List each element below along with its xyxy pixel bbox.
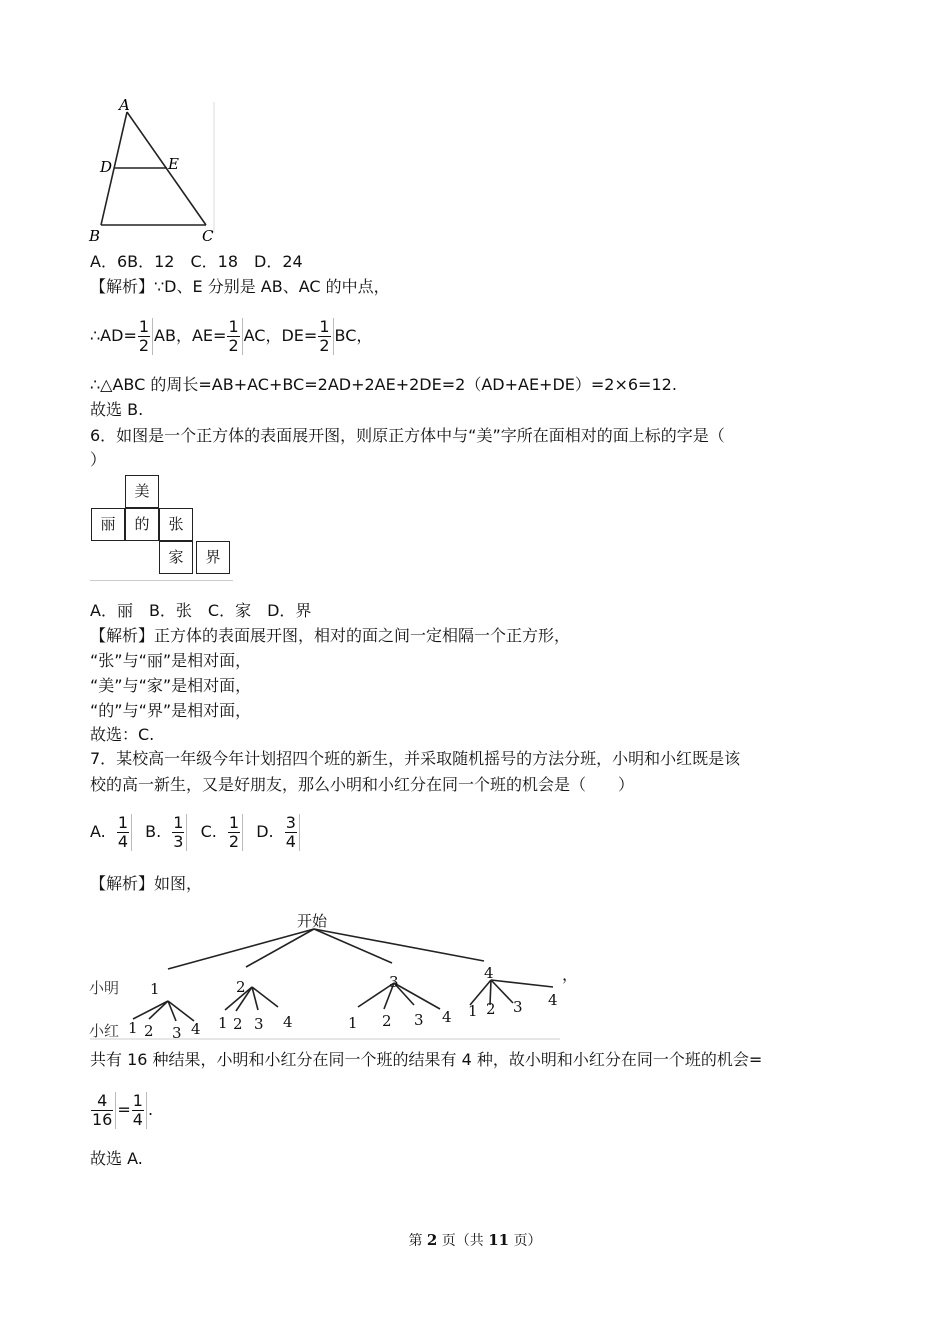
q6-options: A．丽 B．张 C．家 D．界	[90, 601, 312, 620]
q5-perimeter-calc: ∴△ABC 的周长=AB+AC+BC=2AD+2AE+2DE=2（AD+AE+DE）=2×6=12.	[90, 375, 677, 394]
q5-options: A．6B．12 C．18 D．24	[90, 252, 303, 271]
tree-leaf: 4	[548, 991, 558, 1009]
tree-leaf: 3	[513, 998, 523, 1016]
net-cell-li: 丽	[91, 508, 125, 541]
fraction: $\frac{1}{3}$	[172, 814, 187, 851]
tree-leaf: 4	[283, 1013, 293, 1031]
q7-probability-calc: $\frac{4}{16}$ = $\frac{1}{4}$ .	[92, 1091, 154, 1129]
q5-midpoint-relations: ∴AD= $\frac{1}{2}$ AB，AE= $\frac{1}{2}$ AC，DE= $\frac{1}{2}$ BC，	[90, 317, 373, 355]
net-cell-de: 的	[125, 508, 159, 541]
label-e: E	[168, 155, 179, 173]
tree-node: 4	[484, 964, 494, 982]
tree-leaf: 2	[144, 1022, 154, 1040]
q6-analysis: 【解析】正方体的表面展开图，相对的面之间一定相隔一个正方形，	[90, 626, 571, 645]
tree-start-label: 开始	[297, 912, 328, 930]
tree-leaf: 1	[468, 1002, 478, 1020]
fraction: $\frac{4}{16}$	[91, 1092, 116, 1129]
net-cell-jia: 家	[159, 541, 193, 574]
figure-baseline	[90, 580, 233, 581]
q6-question-line2: ）	[90, 450, 107, 469]
fraction: $\frac{1}{4}$	[132, 1092, 147, 1129]
tree-leaf: 1	[348, 1014, 358, 1032]
net-cell-zhang: 张	[159, 508, 193, 541]
q7-question-line2: 校的高一新生，又是好朋友，那么小明和小红分在同一个班的机会是（ ）	[90, 775, 635, 794]
q7-result: 共有 16 种结果，小明和小红分在同一个班的结果有 4 种，故小明和小红分在同一个班的机会=	[90, 1050, 763, 1069]
page-number: 2	[426, 1231, 438, 1249]
tree-node: 3	[389, 973, 399, 991]
label-d: D	[100, 158, 113, 176]
tree-leaf: 2	[233, 1015, 243, 1033]
net-cell-mei: 美	[125, 475, 159, 508]
label-c: C	[202, 227, 214, 245]
tree-leaf: 3	[172, 1024, 182, 1042]
q6-question-line1: 6．如图是一个正方体的表面展开图，则原正方体中与“美”字所在面相对的面上标的字是（	[90, 426, 725, 445]
q5-analysis: 【解析】∵D、E 分别是 AB、AC 的中点，	[90, 277, 390, 296]
q7-options: A. $\frac{1}{4}$ B. $\frac{1}{3}$ C. $\frac{1}{2}$ D. $\frac{3}{4}$	[90, 810, 308, 854]
tree-row-xiaoming: 小明	[89, 979, 120, 997]
q7-analysis: 【解析】如图，	[90, 874, 203, 893]
q7-answer: 故选 A.	[90, 1149, 143, 1168]
label-b: B	[89, 227, 101, 245]
tree-node: 2	[236, 978, 246, 996]
tree-leaf: 4	[191, 1020, 201, 1038]
q7-question-line1: 7．某校高一年级今年计划招四个班的新生，并采取随机摇号的方法分班，小明和小红既是该	[90, 749, 741, 768]
tree-leaf: 1	[218, 1014, 228, 1032]
tree-leaf: 2	[486, 1000, 496, 1018]
fraction: $\frac{3}{4}$	[285, 814, 300, 851]
q6-answer: 故选：C.	[90, 725, 155, 744]
label-a: A	[119, 98, 130, 114]
fraction: $\frac{1}{2}$	[227, 318, 242, 355]
tree-leaf: 3	[414, 1011, 424, 1029]
tree-comma: ，	[562, 965, 579, 984]
fraction: $\frac{1}{4}$	[117, 814, 132, 851]
fraction: $\frac{1}{2}$	[228, 814, 243, 851]
tree-row-xiaohong: 小红	[89, 1022, 120, 1040]
tree-leaf: 3	[254, 1015, 264, 1033]
tree-node: 1	[150, 980, 160, 998]
page-total: 11	[488, 1231, 510, 1249]
net-cell-jie: 界	[196, 541, 230, 574]
triangle-figure	[86, 98, 226, 248]
q6-analysis-pair1: “张”与“丽”是相对面，	[90, 651, 252, 670]
q5-answer: 故选 B.	[90, 400, 144, 419]
tree-leaf: 2	[382, 1012, 392, 1030]
page-footer: 第 2 页（共 11 页）	[408, 1231, 542, 1249]
fraction: $\frac{1}{2}$	[138, 318, 153, 355]
tree-leaf: 4	[442, 1008, 452, 1026]
q6-analysis-pair3: “的”与“界”是相对面，	[90, 701, 252, 720]
tree-leaf: 1	[128, 1019, 138, 1037]
fraction: $\frac{1}{2}$	[318, 318, 333, 355]
q6-analysis-pair2: “美”与“家”是相对面，	[90, 676, 252, 695]
tree-diagram	[86, 905, 586, 1045]
